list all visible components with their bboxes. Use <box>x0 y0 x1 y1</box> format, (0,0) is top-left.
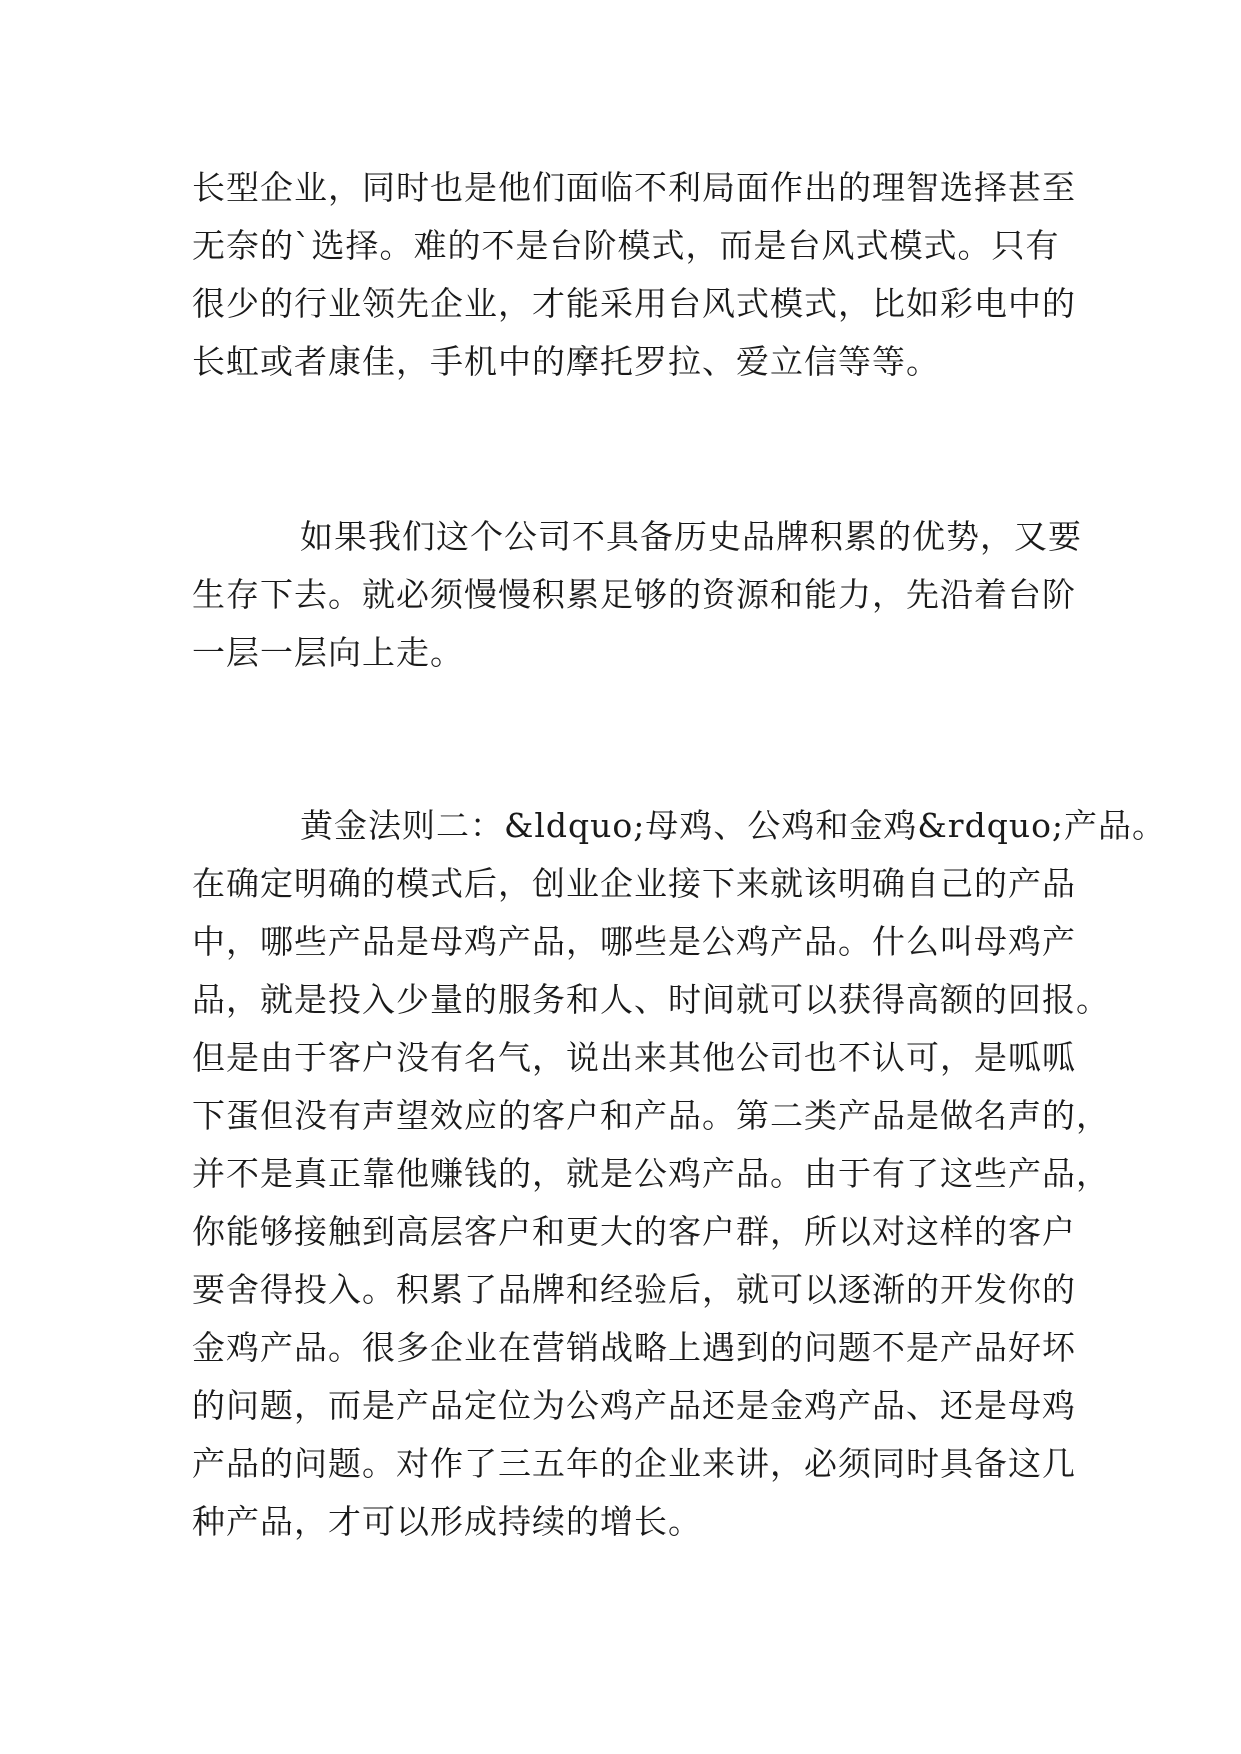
paragraph-line: 中，哪些产品是母鸡产品，哪些是公鸡产品。什么叫母鸡产 <box>192 922 1076 961</box>
paragraph-line: 长型企业，同时也是他们面临不利局面作出的理智选择甚至 <box>192 168 1076 207</box>
paragraph-line: 种产品，才可以形成持续的增长。 <box>192 1502 702 1541</box>
paragraph-line: 生存下去。就必须慢慢积累足够的资源和能力，先沿着台阶 <box>192 575 1076 614</box>
paragraph-line: 产品的问题。对作了三五年的企业来讲，必须同时具备这几 <box>192 1444 1076 1483</box>
paragraph-line: 金鸡产品。很多企业在营销战略上遇到的问题不是产品好坏 <box>192 1328 1076 1367</box>
paragraph-line: 并不是真正靠他赚钱的，就是公鸡产品。由于有了这些产品， <box>192 1154 1110 1193</box>
paragraph-line: 品，就是投入少量的服务和人、时间就可以获得高额的回报。 <box>192 980 1110 1019</box>
paragraph-1 <box>192 159 1076 391</box>
paragraph-line: 一层一层向上走。 <box>192 633 464 672</box>
paragraph-line: 很少的行业领先企业，才能采用台风式模式，比如彩电中的 <box>192 284 1076 323</box>
paragraph-line: 如果我们这个公司不具备历史品牌积累的优势，又要 <box>300 517 1082 556</box>
paragraph-line: 无奈的`选择。难的不是台阶模式，而是台风式模式。只有 <box>192 226 1060 265</box>
paragraph-line: 要舍得投入。积累了品牌和经验后，就可以逐渐的开发你的 <box>192 1270 1076 1309</box>
paragraph-line: 在确定明确的模式后，创业企业接下来就该明确自己的产品 <box>192 864 1076 903</box>
paragraph-2 <box>192 508 1082 682</box>
paragraph-line: 你能够接触到高层客户和更大的客户群，所以对这样的客户 <box>192 1212 1076 1251</box>
paragraph-line: 但是由于客户没有名气，说出来其他公司也不认可，是呱呱 <box>192 1038 1076 1077</box>
paragraph-line: 黄金法则二：&ldquo;母鸡、公鸡和金鸡&rdquo;产品。 <box>300 806 1167 845</box>
paragraph-line: 下蛋但没有声望效应的客户和产品。第二类产品是做名声的， <box>192 1096 1110 1135</box>
paragraph-line: 的问题，而是产品定位为公鸡产品还是金鸡产品、还是母鸡 <box>192 1386 1076 1425</box>
paragraph-line: 长虹或者康佳，手机中的摩托罗拉、爱立信等等。 <box>192 342 940 381</box>
paragraph-3 <box>192 797 1167 1551</box>
